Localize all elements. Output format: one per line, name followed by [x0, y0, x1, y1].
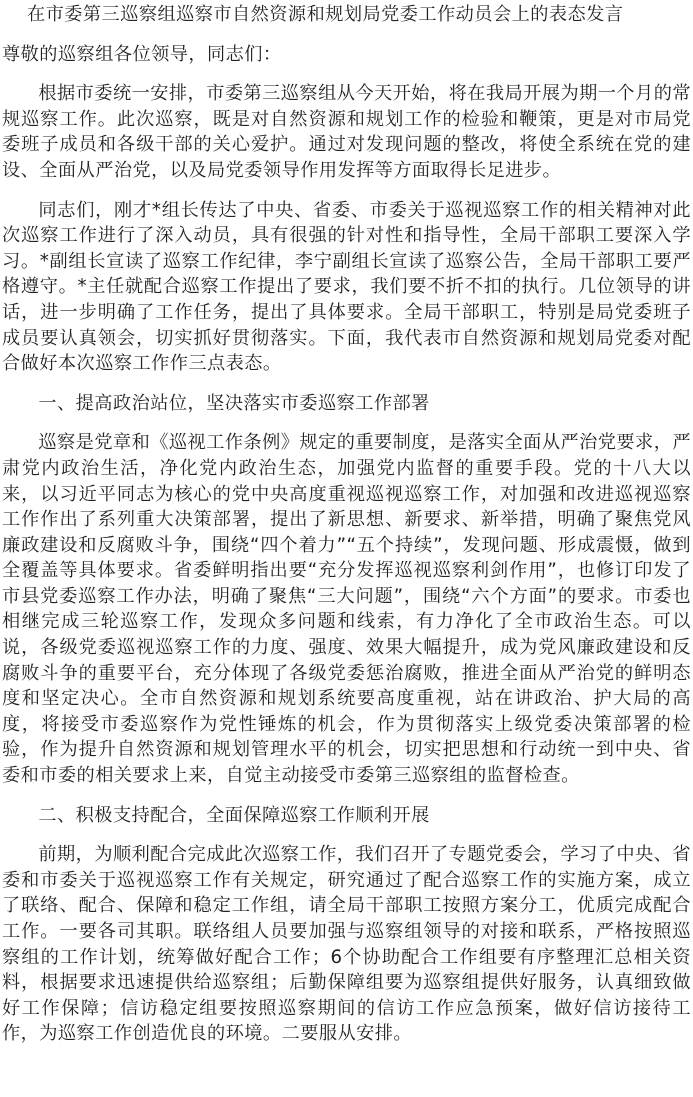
section-1-heading: 一、提高政治站位，坚决落实市委巡察工作部署 [38, 392, 430, 414]
paragraph-intro: 根据市委统一安排，市委第三巡察组从今天开始，将在我局开展为期一个月的常规巡察工作。此次巡察，既是对自然资源和规划工作的检验和鞭策，更是对市局党委班子成员和各级干部的关心爱护。通过对发现问题的整改，将使全系统在党的建设、全面从严治党，以及局党委领导作用发挥等方面取得长足进步。 [2, 83, 691, 181]
greeting: 尊敬的巡察组各位领导，同志们： [2, 43, 282, 65]
section-2-heading: 二、积极支持配合，全面保障巡察工作顺利开展 [38, 804, 430, 826]
paragraph-summary: 同志们，刚才*组长传达了中央、省委、市委关于巡视巡察工作的相关精神对此次巡察工作进行了深入动员，具有很强的针对性和指导性，全局干部职工要深入学习。*副组长宣读了巡察工作纪律，李宁副组长宣读了巡察公告，全局干部职工要严格遵守。*主任就配合巡察工作提出了要求，我们要不折不扣的执行。几位领导的讲话，进一步明确了工作任务，提出了具体要求。全局干部职工，特别是局党委班子成员要认真领会，切实抓好贯彻落实。下面，我代表市自然资源和规划局党委对配合做好本次巡察工作作三点表态。 [2, 199, 691, 375]
section-2-body: 前期，为顺利配合完成此次巡察工作，我们召开了专题党委会，学习了中央、省委和市委关于巡视巡察工作有关规定，研究通过了配合巡察工作的实施方案，成立了联络、配合、保障和稳定工作组，请全局干部职工按照方案分工，优质完成配合工作。一要各司其职。联络组人员要加强与巡察组领导的对接和联系，严格按照巡察组的工作计划，统筹做好配合工作；6个协助配合工作组要有序整理汇总相关资料，根据要求迅速提供给巡察组；后勤保障组要为巡察组提供好服务，认真细致做好工作保障；信访稳定组要按照巡察期间的信访工作应急预案，做好信访接待工作，为巡察工作创造优良的环境。二要服从安排。 [2, 844, 691, 1045]
document-title: 在市委第三巡察组巡察市自然资源和规划局党委工作动员会上的表态发言 [27, 4, 624, 25]
section-1-body: 巡察是党章和《巡视工作条例》规定的重要制度，是落实全面从严治党要求，严肃党内政治生活，净化党内政治生态，加强党内监督的重要手段。党的十八大以来，以习近平同志为核心的党中央高度重视巡视巡察工作，对加强和改进巡视巡察工作作出了系列重大决策部署，提出了新思想、新要求、新举措，明确了聚焦党风廉政建设和反腐败斗争，围绕“四个着力”“五个持续”，发现问题、形成震慑，做到全覆盖等具体要求。省委鲜明指出要“充分发挥巡视巡察利剑作用”，也修订印发了市县党委巡察工作办法，明确了聚焦“三大问题”，围绕“六个方面”的要求。市委也相继完成三轮巡察工作，发现众多问题和线索，有力净化了全市政治生态。可以说，各级党委巡视巡察工作的力度、强度、效果大幅提升，成为党风廉政建设和反腐败斗争的重要平台，充分体现了各级党委惩治腐败，推进全面从严治党的鲜明态度和坚定决心。全市自然资源和规划系统要高度重视，站在讲政治、护大局的高度，将接受市委巡察作为党性锤炼的机会，作为贯彻落实上级党委决策部署的检验，作为提升自然资源和规划管理水平的机会，切实把思想和行动统一到中央、省委和市委的相关要求上来，自觉主动接受市委第三巡察组的监督检查。 [2, 432, 691, 787]
